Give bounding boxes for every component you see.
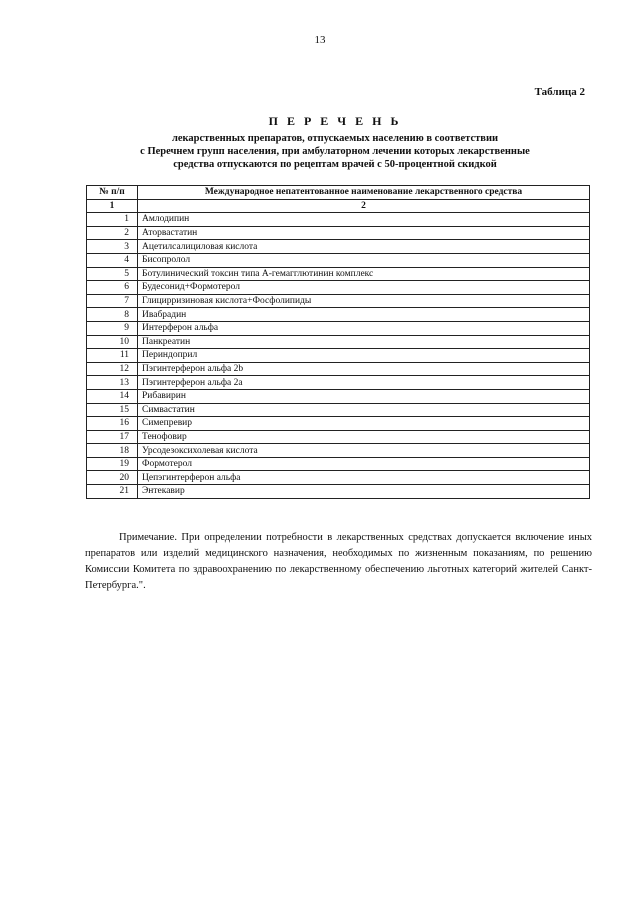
table-row bbox=[87, 362, 590, 376]
row-number: 20 bbox=[87, 471, 138, 485]
row-number: 4 bbox=[87, 253, 138, 267]
table-row bbox=[87, 213, 590, 227]
row-number: 14 bbox=[87, 389, 138, 403]
table-row bbox=[87, 444, 590, 458]
document-title bbox=[85, 114, 585, 171]
row-number: 21 bbox=[87, 485, 138, 499]
table-row bbox=[87, 226, 590, 240]
page-number: 13 bbox=[314, 34, 326, 46]
row-number: 8 bbox=[87, 308, 138, 322]
table-row bbox=[87, 430, 590, 444]
table-row bbox=[87, 417, 590, 431]
drug-name: Ботулинический токсин типа А-гемагглютинин комплекс bbox=[138, 267, 590, 281]
row-number: 10 bbox=[87, 335, 138, 349]
table-row bbox=[87, 253, 590, 267]
row-number: 3 bbox=[87, 240, 138, 254]
row-number: 2 bbox=[87, 226, 138, 240]
drug-name: Формотерол bbox=[138, 457, 590, 471]
row-number: 13 bbox=[87, 376, 138, 390]
drug-list-table bbox=[86, 185, 590, 499]
column-number: 1 bbox=[87, 199, 138, 213]
drug-name: Тенофовир bbox=[138, 430, 590, 444]
drug-name: Цепэгинтерферон альфа bbox=[138, 471, 590, 485]
drug-name: Глицирризиновая кислота+Фосфолипиды bbox=[138, 294, 590, 308]
row-number: 17 bbox=[87, 430, 138, 444]
title-line: лекарственных препаратов, отпускаемых населению в соответствии bbox=[171, 133, 499, 144]
table-row bbox=[87, 281, 590, 295]
table-row bbox=[87, 376, 590, 390]
drug-name: Амлодипин bbox=[138, 213, 590, 227]
table-row bbox=[87, 349, 590, 363]
row-number: 1 bbox=[87, 213, 138, 227]
drug-name: Урсодезоксихолевая кислота bbox=[138, 444, 590, 458]
drug-name: Симепревир bbox=[138, 417, 590, 431]
table-row bbox=[87, 267, 590, 281]
drug-name: Рибавирин bbox=[138, 389, 590, 403]
row-number: 5 bbox=[87, 267, 138, 281]
title-line: с Перечнем групп населения, при амбулаторном лечении которых лекарственные bbox=[140, 146, 530, 157]
drug-name: Интерферон альфа bbox=[138, 321, 590, 335]
table-row bbox=[87, 335, 590, 349]
table-row bbox=[87, 308, 590, 322]
row-number: 7 bbox=[87, 294, 138, 308]
drug-name: Периндоприл bbox=[138, 349, 590, 363]
table-row bbox=[87, 321, 590, 335]
table-row bbox=[87, 457, 590, 471]
drug-name: Будесонид+Формотерол bbox=[138, 281, 590, 295]
row-number: 19 bbox=[87, 457, 138, 471]
note-paragraph: Примечание. При определении потребности в лекарственных средствах допускается включение иных препаратов или изделий медицинского назначения, необходимых по жизненным показаниям, по решению Комиссии Комитета по здравоохранению по лекарственному обеспечению льготных категорий жителей Санкт-Петербурга.". bbox=[85, 532, 592, 591]
row-number: 18 bbox=[87, 444, 138, 458]
table-row bbox=[87, 240, 590, 254]
drug-name: Бисопролол bbox=[138, 253, 590, 267]
table-row bbox=[87, 294, 590, 308]
column-number: 2 bbox=[138, 199, 590, 213]
row-number: 16 bbox=[87, 417, 138, 431]
drug-name: Энтекавир bbox=[138, 485, 590, 499]
table-label: Таблица 2 bbox=[534, 86, 585, 98]
drug-name: Пэгинтерферон альфа 2а bbox=[138, 376, 590, 390]
drug-name: Ивабрадин bbox=[138, 308, 590, 322]
row-number: 15 bbox=[87, 403, 138, 417]
drug-name: Аторвастатин bbox=[138, 226, 590, 240]
drug-name: Пэгинтерферон альфа 2b bbox=[138, 362, 590, 376]
table-row bbox=[87, 389, 590, 403]
table-row bbox=[87, 403, 590, 417]
row-number: 12 bbox=[87, 362, 138, 376]
header-number: № п/п bbox=[87, 186, 138, 200]
row-number: 6 bbox=[87, 281, 138, 295]
row-number: 11 bbox=[87, 349, 138, 363]
title-line: средства отпускаются по рецептам врачей с 50-процентной скидкой bbox=[173, 159, 497, 170]
drug-name: Ацетилсалициловая кислота bbox=[138, 240, 590, 254]
row-number: 9 bbox=[87, 321, 138, 335]
header-drug-name: Международное непатентованное наименование лекарственного средства bbox=[138, 186, 590, 200]
table-row bbox=[87, 485, 590, 499]
table-row bbox=[87, 471, 590, 485]
title-heading: П Е Р Е Ч Е Н Ь bbox=[268, 114, 402, 128]
table-header-row bbox=[87, 186, 590, 200]
drug-name: Симвастатин bbox=[138, 403, 590, 417]
column-number-row bbox=[87, 199, 590, 213]
drug-name: Панкреатин bbox=[138, 335, 590, 349]
